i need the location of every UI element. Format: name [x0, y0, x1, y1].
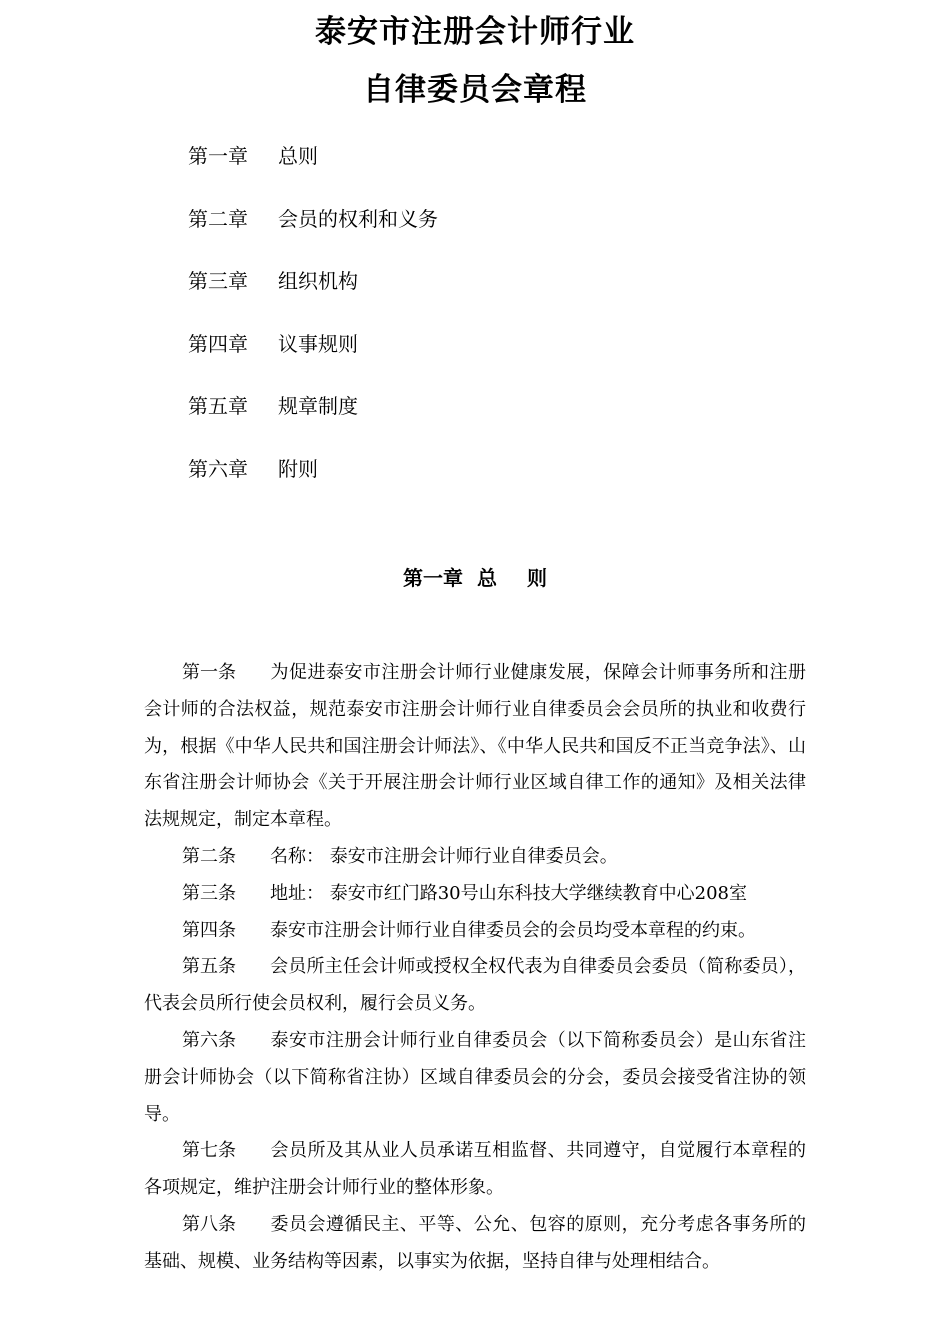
- chapter-heading: [0, 562, 950, 591]
- toc-chapter-title: 规章制度: [278, 394, 358, 418]
- article-number: 第五条: [182, 956, 236, 978]
- article-paragraph: [144, 839, 806, 876]
- article-number: 第三条: [182, 882, 236, 904]
- toc-item: [188, 326, 438, 389]
- article-number: 第八条: [182, 1213, 236, 1235]
- article-text: 会员所及其从业人员承诺互相监督、共同遵守，自觉履行本章程的各项规定，维护注册会计师行业的整体形象。: [144, 1140, 806, 1199]
- article-text: 名称： 泰安市注册会计师行业自律委员会。: [270, 845, 618, 867]
- toc-chapter-title: 附则: [278, 456, 318, 481]
- toc-chapter-number: 第二章: [188, 206, 248, 231]
- article-number: 第二条: [182, 845, 236, 867]
- article-text: 地址： 泰安市红门路30号山东科技大学继续教育中心208室: [270, 882, 747, 904]
- article-paragraph: [144, 1023, 806, 1133]
- article-text: 泰安市注册会计师行业自律委员会的会员均受本章程的约束。: [270, 919, 756, 941]
- article-number: 第七条: [182, 1140, 236, 1162]
- table-of-contents: [188, 138, 438, 513]
- article-paragraph: [144, 655, 806, 839]
- toc-item: [188, 263, 438, 326]
- article-text: 委员会遵循民主、平等、公允、包容的原则，充分考虑各事务所的基础、规模、业务结构等因素，以事实为依据，坚持自律与处理相结合。: [144, 1213, 806, 1272]
- toc-item: [188, 201, 438, 264]
- chapter-body: [144, 655, 806, 1281]
- article-paragraph: [144, 1207, 806, 1281]
- chapter-number: 第一章: [403, 566, 463, 590]
- toc-chapter-number: 第四章: [188, 331, 248, 356]
- toc-chapter-number: 第三章: [188, 269, 248, 293]
- toc-chapter-number: 第五章: [188, 394, 248, 418]
- toc-chapter-number: 第六章: [188, 456, 248, 481]
- toc-chapter-title: 议事规则: [278, 331, 358, 356]
- article-number: 第四条: [182, 919, 236, 941]
- toc-item: [188, 138, 438, 201]
- article-paragraph: [144, 1133, 806, 1207]
- article-text: 为促进泰安市注册会计师行业健康发展，保障会计师事务所和注册会计师的合法权益，规范泰安市注册会计师行业自律委员会会员所的执业和收费行为，根据《中华人民共和国注册会计师法》、《中华人民共和国反不正当竞争法》、山东省注册会计师协会《关于开展注册会计师行业区域自律工作的通知》及相关法律法规规定，制定本章程。: [144, 662, 806, 831]
- article-paragraph: [144, 913, 806, 950]
- article-number: 第六条: [182, 1029, 236, 1051]
- toc-chapter-title: 总则: [278, 144, 318, 168]
- document-title-line1: 泰安市注册会计师行业: [315, 14, 635, 50]
- toc-item: [188, 451, 438, 514]
- article-paragraph: [144, 876, 806, 913]
- toc-chapter-number: 第一章: [188, 144, 248, 168]
- article-text: 泰安市注册会计师行业自律委员会（以下简称委员会）是山东省注册会计师协会（以下简称省注协）区域自律委员会的分会，委员会接受省注协的领导。: [144, 1029, 806, 1125]
- article-paragraph: [144, 949, 806, 1023]
- toc-chapter-title: 会员的权利和义务: [278, 206, 438, 231]
- chapter-title-char: 总: [477, 566, 497, 590]
- document-title-line2: 自律委员会章程: [363, 72, 587, 108]
- toc-chapter-title: 组织机构: [278, 269, 358, 293]
- chapter-title-char: 则: [527, 566, 547, 590]
- toc-item: [188, 388, 438, 451]
- article-number: 第一条: [182, 662, 236, 683]
- article-text: 会员所主任会计师或授权全权代表为自律委员会委员（简称委员），代表会员所行使会员权利，履行会员义务。: [144, 956, 806, 1015]
